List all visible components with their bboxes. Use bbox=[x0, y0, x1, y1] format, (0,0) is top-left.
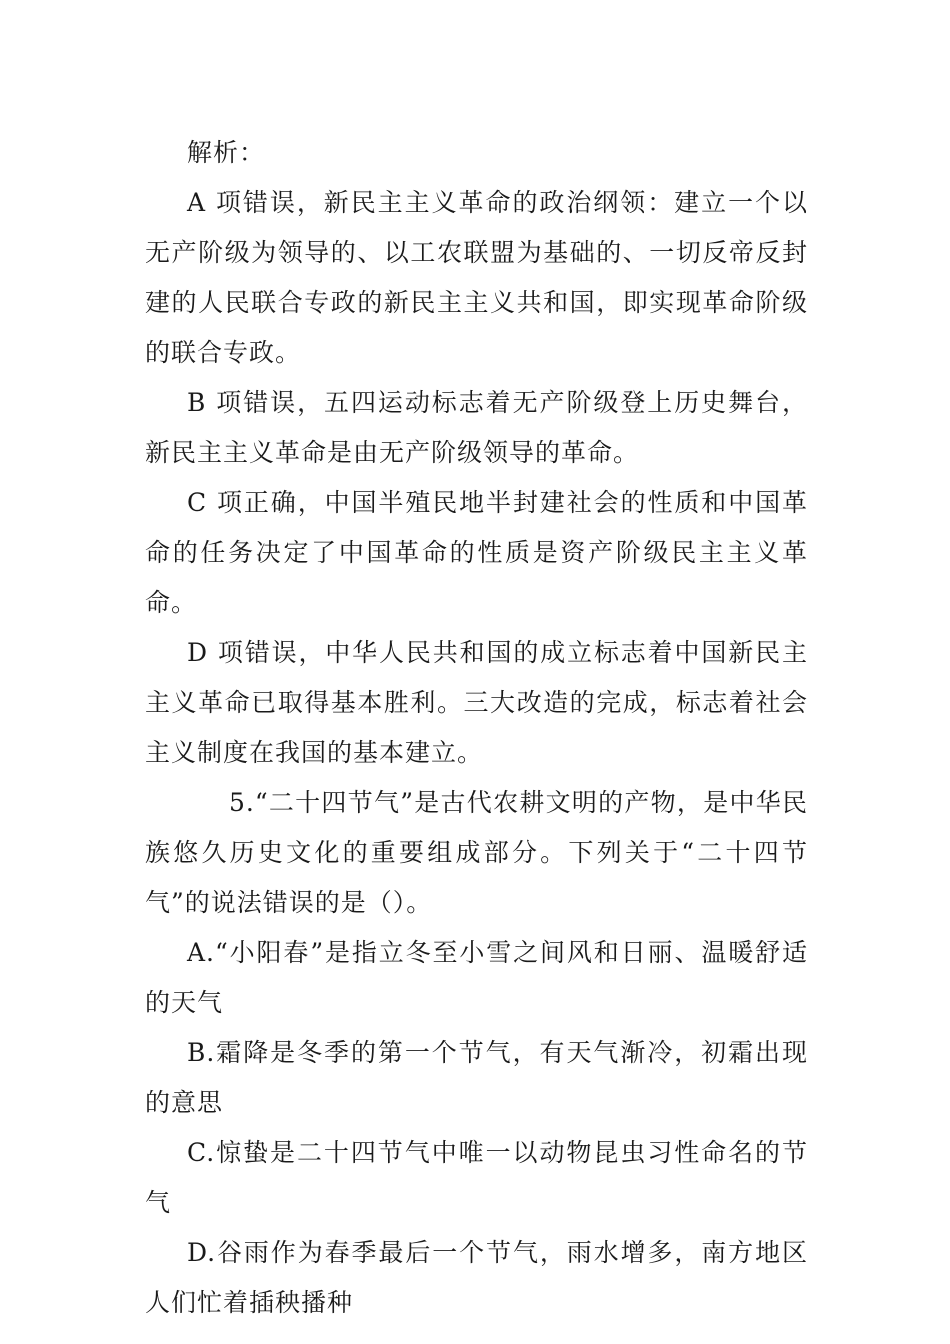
analysis-item-d: D 项错误，中华人民共和国的成立标志着中国新民主主义革命已取得基本胜利。三大改造的完成，标志着社会主义制度在我国的基本建立。 bbox=[145, 638, 808, 767]
analysis-heading: 解析： bbox=[187, 138, 266, 167]
analysis-item-a: A 项错误，新民主主义革命的政治纲领：建立一个以无产阶级为领导的、以工农联盟为基础的、一切反帝反封建的人民联合专政的新民主主义共和国，即实现革命阶级的联合专政。 bbox=[145, 188, 808, 367]
question-5-stem: 5.“二十四节气”是古代农耕文明的产物，是中华民族悠久历史文化的重要组成部分。下列关于“二十四节气”的说法错误的是（）。 bbox=[145, 788, 808, 917]
question-5-option-c: C.惊蛰是二十四节气中唯一以动物昆虫习性命名的节气 bbox=[145, 1138, 808, 1217]
question-5-option-d: D.谷雨作为春季最后一个节气，雨水增多，南方地区人们忙着插秧播种 bbox=[145, 1238, 808, 1317]
analysis-item-c: C 项正确，中国半殖民地半封建社会的性质和中国革命的任务决定了中国革命的性质是资产阶级民主主义革命。 bbox=[145, 488, 808, 617]
question-5-option-a: A.“小阳春”是指立冬至小雪之间风和日丽、温暖舒适的天气 bbox=[145, 938, 808, 1017]
analysis-item-b: B 项错误，五四运动标志着无产阶级登上历史舞台，新民主主义革命是由无产阶级领导的革命。 bbox=[145, 388, 808, 467]
question-5-option-b: B.霜降是冬季的第一个节气，有天气渐冷，初霜出现的意思 bbox=[145, 1038, 808, 1117]
